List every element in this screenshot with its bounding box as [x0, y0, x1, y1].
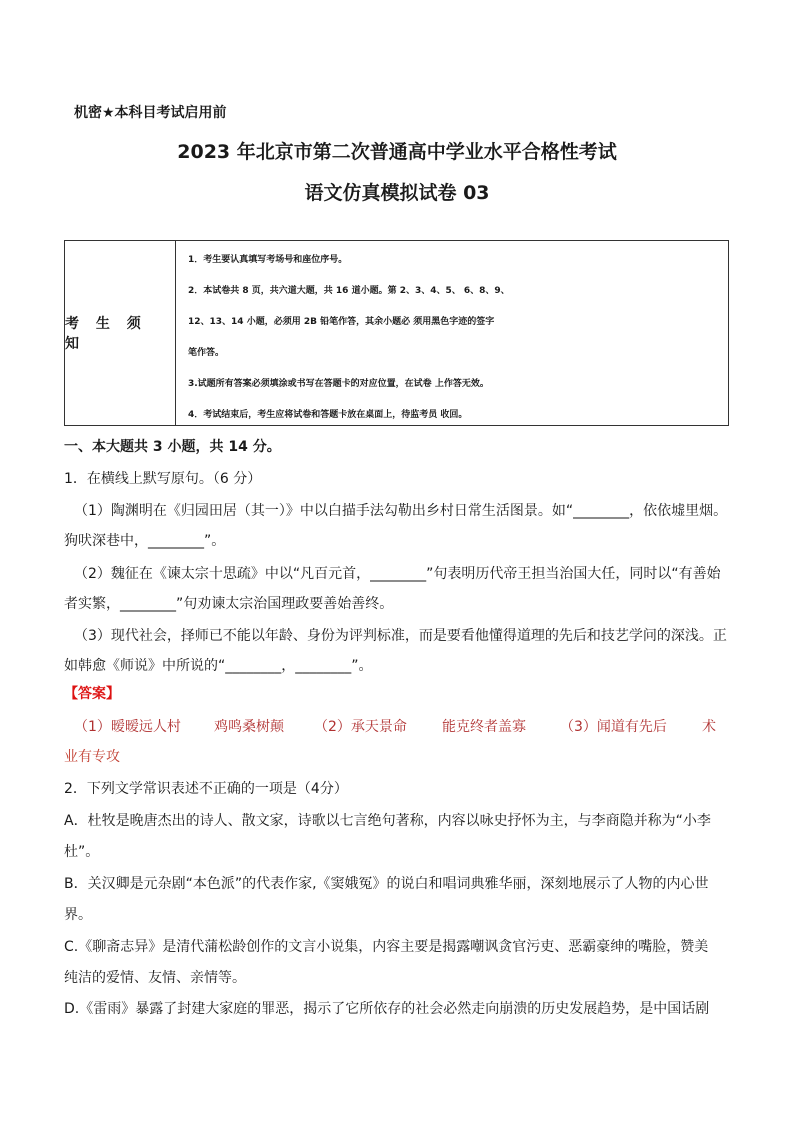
question-2-stem: 2．下列文学常识表述不正确的一项是（4分）: [64, 781, 348, 797]
option-c: C.《聊斋志异》是清代蒲松龄创作的文言小说集，内容主要是揭露嘲讽贪官污吏、恶霸豪绅的嘴脸，赞美: [64, 939, 709, 955]
answer-tag: 【答案】: [64, 686, 120, 702]
confidential-label: 机密★本科目考试启用前: [74, 105, 227, 121]
question-1-line: （1）陶渊明在《归园田居（其一）》中以白描手法勾勒出乡村日常生活图景。如“________，依依墟里烟。: [74, 503, 728, 519]
option-b-cont: 界。: [64, 907, 92, 923]
notice-label: 考 生 须 知: [65, 241, 176, 425]
answer-item: （1）暧暧远人村: [74, 719, 181, 735]
notice-line: 12、13、14 小题，必须用 2B 铅笔作答，其余小题必 须用黑色字迹的签字: [188, 317, 495, 327]
question-1-line: 狗吠深巷中，________”。: [64, 533, 226, 549]
notice-line: 4．考试结束后，考生应将试卷和答题卡放在桌面上，待监考员 收回。: [188, 410, 468, 420]
section-heading: 一、本大题共 3 小题，共 14 分。: [64, 439, 281, 455]
answer-item: （3）闻道有先后: [560, 719, 667, 735]
notice-body: [176, 241, 728, 425]
notice-line: 3.试题所有答案必须填涂或书写在答题卡的对应位置，在试卷 上作答无效。: [188, 379, 489, 389]
answer-item: （2）承天景命: [314, 719, 407, 735]
notice-line: 笔作答。: [188, 348, 225, 358]
option-d: D.《雷雨》暴露了封建大家庭的罪恶，揭示了它所依存的社会必然走向崩溃的历史发展趋势，是中国话剧: [64, 1001, 710, 1017]
option-a-cont: 杜”。: [64, 844, 100, 860]
question-1-stem: 1．在横线上默写原句。（6 分）: [64, 471, 262, 487]
question-1-line: 者实繁，________”句劝谏太宗治国理政要善始善终。: [64, 596, 394, 612]
exam-subtitle: 语文仿真模拟试卷 03: [304, 182, 490, 204]
answer-item: 术: [702, 719, 716, 735]
answer-item: 鸡鸣桑树颠: [214, 719, 284, 735]
option-b: B．关汉卿是元杂剧“本色派”的代表作家,《窦娥冤》的说白和唱词典雅华丽，深刻地展示了人物的内心世: [64, 876, 709, 892]
question-1-line: （3）现代社会，择师已不能以年龄、身份为评判标准，而是要看他懂得道理的先后和技艺学问的深浅。正: [74, 628, 727, 644]
answer-item: 能克终者盖寡: [442, 719, 526, 735]
answer-line: [74, 716, 716, 736]
notice-line: 2．本试卷共 8 页，共六道大题，共 16 道小题。第 2、3、4、5、 6、8、9、: [188, 286, 510, 296]
option-c-cont: 纯洁的爱情、友情、亲情等。: [64, 970, 246, 986]
notice-line: 1．考生要认真填写考场号和座位序号。: [188, 255, 348, 265]
exam-title: 2023 年北京市第二次普通高中学业水平合格性考试: [177, 141, 617, 163]
answer-continuation: 业有专攻: [64, 749, 120, 765]
candidate-notice-table: [64, 240, 729, 426]
option-a: A．杜牧是晚唐杰出的诗人、散文家，诗歌以七言绝句著称，内容以咏史抒怀为主，与李商隐并称为“小李: [64, 813, 711, 829]
question-1-line: （2）魏征在《谏太宗十思疏》中以“凡百元首，________”句表明历代帝王担当治国大任，同时以“有善始: [74, 566, 721, 582]
question-1-line: 如韩愈《师说》中所说的“________，________”。: [64, 658, 373, 674]
